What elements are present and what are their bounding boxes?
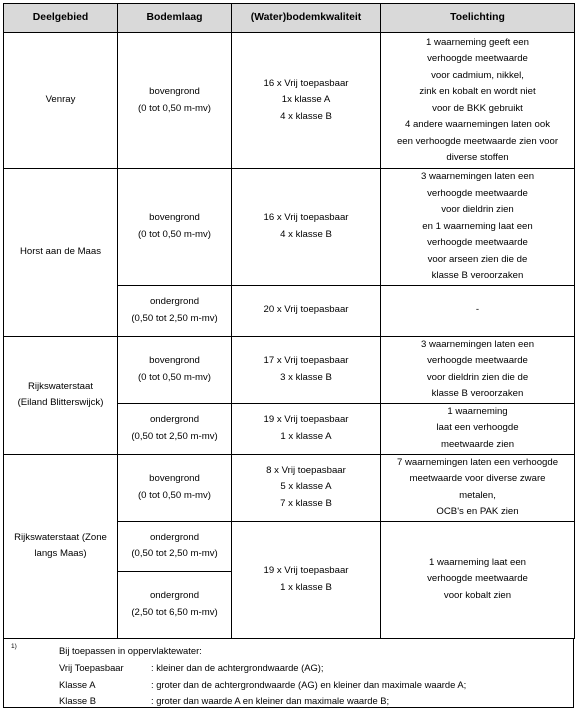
cell-bodemlaag: ondergrond (2,50 tot 6,50 m-mv) <box>118 571 232 638</box>
cell-kwaliteit: 17 x Vrij toepasbaar 3 x klasse B <box>232 336 381 403</box>
cell-toelichting: 1 waarneming laat een verhoogde meetwaarde zien <box>381 403 575 454</box>
cell-kwaliteit: 19 x Vrij toepasbaar 1 x klasse A <box>232 403 381 454</box>
cell-bodemlaag: bovengrond (0 tot 0,50 m-mv) <box>118 169 232 286</box>
header-row <box>4 4 575 33</box>
cell-deelgebied: Venray <box>4 33 118 169</box>
cell-toelichting: 7 waarnemingen laten een verhoogde meetwaarde voor diverse zware metalen, OCB's en PAK zien <box>381 454 575 521</box>
footnote-marker: 1) <box>11 643 17 650</box>
cell-toelichting: 1 waarneming geeft een verhoogde meetwaarde voor cadmium, nikkel, zink en kobalt en wordt niet voor de BKK gebruikt 4 andere waarnemingen laten ook een verhoogde meetwaarde zien voor diverse stoffen <box>381 33 575 169</box>
cell-bodemlaag: ondergrond (0,50 tot 2,50 m-mv) <box>118 403 232 454</box>
footnote-term: Vrij Toepasbaar <box>59 662 124 673</box>
cell-kwaliteit: 19 x Vrij toepasbaar 1 x klasse B <box>232 521 381 638</box>
footnote-desc: : groter dan de achtergrondwaarde (AG) en kleiner dan maximale waarde A; <box>151 679 467 690</box>
cell-toelichting: - <box>381 285 575 336</box>
table-row <box>4 336 575 403</box>
cell-toelichting: 3 waarnemingen laten een verhoogde meetwaarde voor dieldrin zien die de klasse B veroorzaken <box>381 336 575 403</box>
footnote-intro: Bij toepassen in oppervlaktewater: <box>59 645 202 656</box>
footnote-term: Klasse A <box>59 679 96 690</box>
footnote-item <box>59 695 389 706</box>
cell-bodemlaag: ondergrond (0,50 tot 2,50 m-mv) <box>118 285 232 336</box>
footnote-box <box>3 638 574 708</box>
cell-bodemlaag: bovengrond (0 tot 0,50 m-mv) <box>118 336 232 403</box>
header-deelgebied: Deelgebied <box>4 4 118 33</box>
table-row <box>4 169 575 286</box>
cell-kwaliteit: 20 x Vrij toepasbaar <box>232 285 381 336</box>
cell-toelichting: 1 waarneming laat een verhoogde meetwaarde voor kobalt zien <box>381 521 575 638</box>
header-toelichting: Toelichting <box>381 4 575 33</box>
cell-bodemlaag: ondergrond (0,50 tot 2,50 m-mv) <box>118 521 232 571</box>
table-row <box>4 454 575 521</box>
cell-deelgebied: Horst aan de Maas <box>4 169 118 337</box>
header-kwaliteit: (Water)bodemkwaliteit <box>232 4 381 33</box>
footnote-desc: : groter dan waarde A en kleiner dan maximale waarde B; <box>151 695 390 706</box>
cell-toelichting: 3 waarnemingen laten een verhoogde meetwaarde voor dieldrin zien en 1 waarneming laat een verhoogde meetwaarde voor arseen zien die de klasse B veroorzaken <box>381 169 575 286</box>
soil-quality-table <box>3 3 575 639</box>
table-row <box>4 33 575 169</box>
cell-kwaliteit: 16 x Vrij toepasbaar 1x klasse A 4 x klasse B <box>232 33 381 169</box>
footnote-desc: : kleiner dan de achtergrondwaarde (AG); <box>151 662 324 673</box>
cell-deelgebied: Rijkswaterstaat (Eiland Blitterswijck) <box>4 336 118 454</box>
cell-deelgebied: Rijkswaterstaat (Zone langs Maas) <box>4 454 118 638</box>
cell-bodemlaag: bovengrond (0 tot 0,50 m-mv) <box>118 33 232 169</box>
cell-kwaliteit: 8 x Vrij toepasbaar 5 x klasse A 7 x klasse B <box>232 454 381 521</box>
cell-kwaliteit: 16 x Vrij toepasbaar 4 x klasse B <box>232 169 381 286</box>
footnote-item <box>59 679 466 690</box>
footnote-item <box>59 662 324 673</box>
cell-bodemlaag: bovengrond (0 tot 0,50 m-mv) <box>118 454 232 521</box>
header-bodemlaag: Bodemlaag <box>118 4 232 33</box>
footnote-term: Klasse B <box>59 695 96 706</box>
